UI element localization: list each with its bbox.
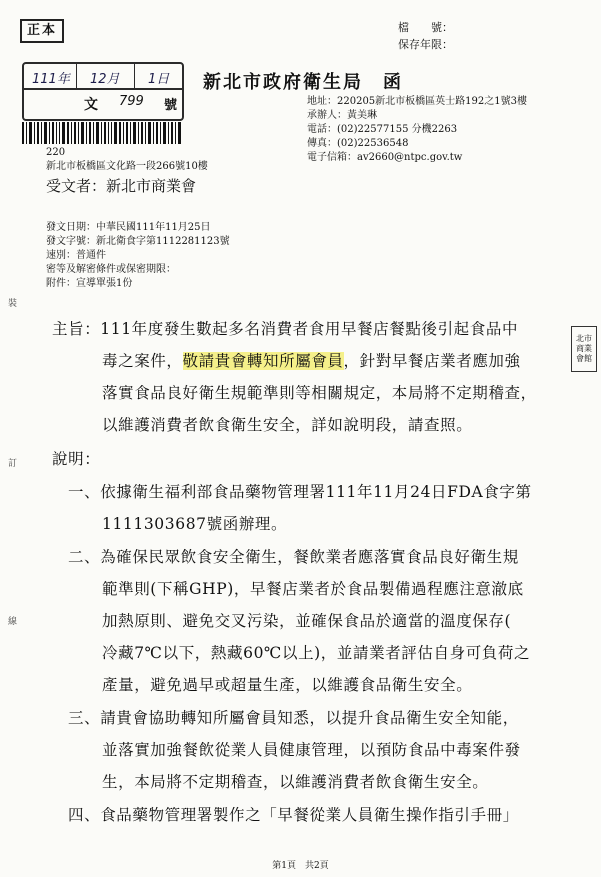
subject-line-4: 以維護消費者飲食衛生安全，詳如說明段，請查照。 [102, 416, 473, 434]
highlighted-request: 敬請貴會轉知所屬會員 [182, 352, 344, 370]
explanation-label: 說明： [52, 450, 101, 468]
item-4-line-1: 四、食品藥物管理署製作之「早餐從業人員衛生操作指引手冊」 [68, 806, 519, 824]
contact-fax: 傳真：(02)22536548 [307, 138, 409, 149]
stamp-hao: 號 [164, 98, 178, 113]
sender-address: 新北市板橋區文化路一段266號10樓 [46, 161, 208, 172]
subject-line-2-start: 毒之案件， [102, 352, 183, 370]
item-3-line-2: 並落實加強餐飲從業人員健康管理，以預防食品中毒案件發 [102, 741, 521, 759]
stamp-day: 1日 [148, 72, 170, 87]
contact-email: 電子信箱：av2660@ntpc.gov.tw [307, 152, 463, 163]
file-number-label: 檔 號： [398, 21, 453, 34]
side-stamp-line: 商業 [576, 344, 592, 353]
barcode [22, 122, 182, 144]
subject-line-2-end: ，針對早餐店業者應加強 [343, 352, 521, 370]
stamp-wen: 文 [84, 97, 98, 113]
stamp-number: 799 [119, 94, 144, 109]
subject-line-2 [102, 349, 521, 371]
item-2-line-3: 加熱原則、避免交叉污染，並確保食品於適當的溫度保存( [102, 612, 512, 630]
retention-label: 保存年限： [398, 38, 453, 51]
item-2-line-1: 二、為確保民眾飲食安全衛生，餐飲業者應落實食品良好衛生規 [68, 548, 519, 566]
stamp-year: 111年 [32, 72, 70, 87]
margin-mark-xian: 線 [8, 617, 18, 627]
recipient: 受文者：新北市商業會 [46, 177, 197, 195]
item-2-line-4: 冷藏7℃以下，熱藏60℃以上)，並請業者評估自身可負荷之 [102, 644, 531, 662]
side-stamp-line: 北市 [576, 334, 592, 343]
postal-code: 220 [46, 147, 66, 158]
document-title: 新北市政府衛生局 函 [203, 72, 403, 93]
item-1-line-2: 1111303687號函辦理。 [102, 515, 288, 533]
attachment: 附件：宣導單張1份 [46, 278, 133, 289]
item-3-line-3: 生，本局將不定期稽查，以維護消費者飲食衛生安全。 [102, 773, 489, 791]
contact-handler: 承辦人：黃美琳 [307, 110, 377, 121]
contact-address: 地址：220205新北市板橋區英士路192之1號3樓 [307, 96, 527, 107]
item-2-line-5: 產量，避免過早或超量生產，以維護食品衛生安全。 [102, 676, 473, 694]
secrecy: 密等及解密條件或保密期限： [46, 264, 176, 275]
margin-mark-ding: 訂 [8, 459, 18, 469]
side-stamp-line: 會館 [576, 354, 592, 363]
contact-phone: 電話：(02)22577155 分機2263 [307, 124, 458, 135]
copy-mark: 正本 [20, 19, 64, 43]
speed: 速別：普通件 [46, 250, 106, 261]
side-stamp [571, 326, 597, 372]
issue-date: 發文日期：中華民國111年11月25日 [46, 222, 211, 233]
document-number: 發文字號：新北衛食字第1112281123號 [46, 236, 230, 247]
stamp-month: 12月 [90, 72, 120, 87]
item-3-line-1: 三、請貴會協助轉知所屬會員知悉，以提升食品衛生安全知能， [68, 709, 519, 727]
item-1-line-1: 一、依據衛生福利部食品藥物管理署111年11月24日FDA食字第 [68, 483, 532, 501]
received-stamp [22, 62, 184, 121]
item-2-line-2: 範準則(下稱GHP)，早餐店業者於食品製備過程應注意澈底 [102, 580, 524, 598]
page-footer: 第1頁 共2頁 [272, 861, 329, 871]
subject-line-3: 落實食品良好衛生規範準則等相關規定，本局將不定期稽查， [102, 384, 537, 402]
subject-line-1: 主旨：111年度發生數起多名消費者食用早餐店餐點後引起食品中 [52, 320, 519, 338]
margin-mark-zhuang: 裝 [8, 299, 18, 309]
